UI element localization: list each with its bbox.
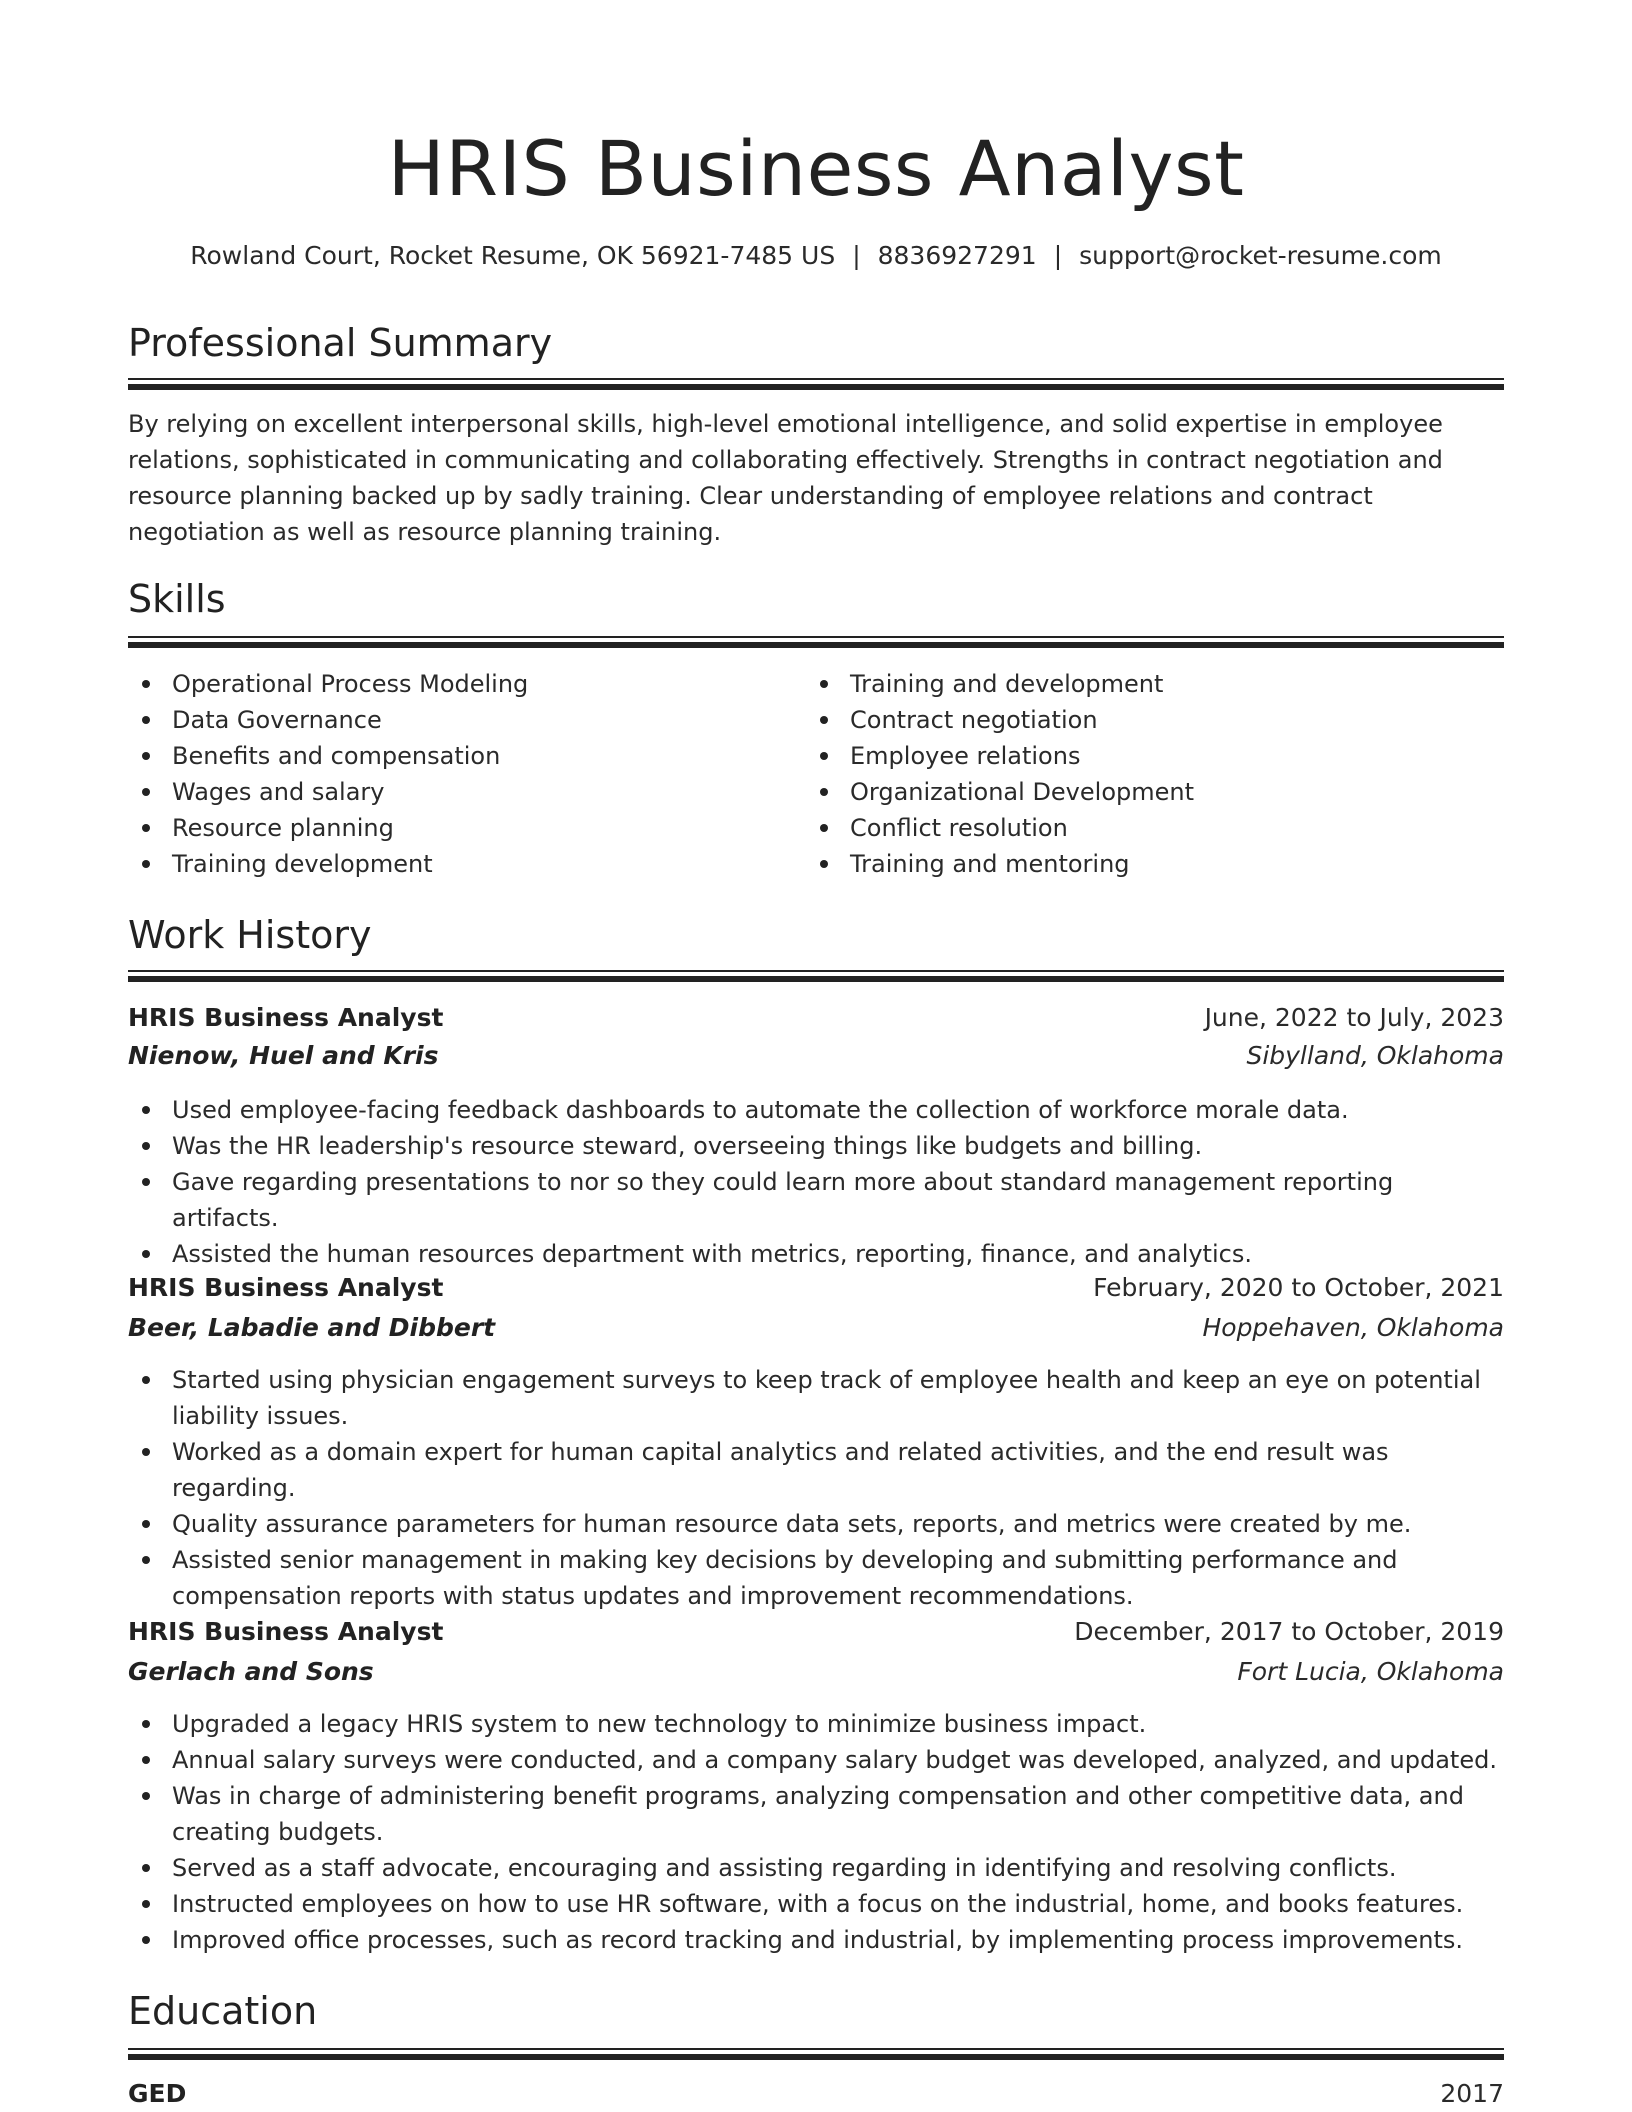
job-bullet: Annual salary surveys were conducted, and a company salary budget was developed, analyzed, and updated. xyxy=(128,1742,1504,1778)
job-bullet: Assisted senior management in making key decisions by developing and submitting performance and compensation reports with status updates and improvement recommendations. xyxy=(128,1542,1504,1614)
job-bullet: Assisted the human resources department with metrics, reporting, finance, and analytics. xyxy=(128,1236,1504,1272)
job-bullet-list xyxy=(128,1706,1504,1958)
job-company: Nienow, Huel and Kris xyxy=(128,1041,439,1070)
job-bullet: Upgraded a legacy HRIS system to new technology to minimize business impact. xyxy=(128,1706,1504,1742)
contact-line xyxy=(128,238,1504,274)
job-location: Sibylland, Oklahoma xyxy=(1246,1041,1504,1070)
skill-item: Resource planning xyxy=(128,810,806,846)
section-divider xyxy=(128,378,1504,390)
job-bullet: Was the HR leadership's resource steward, overseeing things like budgets and billing. xyxy=(128,1128,1504,1164)
job-bullet-list xyxy=(128,1092,1504,1272)
skill-item: Training development xyxy=(128,846,806,882)
resume-title: HRIS Business Analyst xyxy=(387,124,1245,213)
contact-address: Rowland Court, Rocket Resume, OK 56921-7485 US xyxy=(190,241,836,270)
skills-list-left xyxy=(128,666,806,882)
skill-item: Organizational Development xyxy=(806,774,1484,810)
job-bullet: Was in charge of administering benefit programs, analyzing compensation and other competitive data, and creating budgets. xyxy=(128,1778,1504,1850)
education-year: 2017 xyxy=(1440,2079,1504,2108)
section-heading-skills: Skills xyxy=(128,577,226,621)
job-bullet: Served as a staff advocate, encouraging and assisting regarding in identifying and resolving conflicts. xyxy=(128,1850,1504,1886)
job-bullet: Improved office processes, such as record tracking and industrial, by implementing process improvements. xyxy=(128,1922,1504,1958)
skill-item: Contract negotiation xyxy=(806,702,1484,738)
job-bullet: Gave regarding presentations to nor so they could learn more about standard management reporting artifacts. xyxy=(128,1164,1504,1236)
job-title: HRIS Business Analyst xyxy=(128,1003,444,1032)
skill-item: Training and mentoring xyxy=(806,846,1484,882)
contact-email: support@rocket-resume.com xyxy=(1079,241,1442,270)
education-degree: GED xyxy=(128,2079,187,2108)
summary-text: By relying on excellent interpersonal skills, high-level emotional intelligence, and solid expertise in employee relations, sophisticated in communicating and collaborating effectively. Strengths in contract negotiation and resource planning backed up by sadly training. Clear understanding of employee relations and contract negotiation as well as resource planning training. xyxy=(128,410,1443,546)
job-location: Hoppehaven, Oklahoma xyxy=(1202,1313,1504,1342)
section-heading-work-history: Work History xyxy=(128,913,372,957)
job-bullet: Used employee-facing feedback dashboards to automate the collection of workforce morale data. xyxy=(128,1092,1504,1128)
job-bullet-list xyxy=(128,1362,1504,1614)
job-dates: February, 2020 to October, 2021 xyxy=(1093,1273,1504,1302)
section-divider xyxy=(128,636,1504,648)
contact-phone: 8836927291 xyxy=(877,241,1037,270)
contact-separator: | xyxy=(852,241,861,270)
section-divider xyxy=(128,2048,1504,2060)
job-company: Gerlach and Sons xyxy=(128,1657,374,1686)
skill-item: Employee relations xyxy=(806,738,1484,774)
job-bullet: Quality assurance parameters for human resource data sets, reports, and metrics were created by me. xyxy=(128,1506,1504,1542)
skill-item: Benefits and compensation xyxy=(128,738,806,774)
section-heading-education: Education xyxy=(128,1989,318,2033)
skill-item: Operational Process Modeling xyxy=(128,666,806,702)
skill-item: Wages and salary xyxy=(128,774,806,810)
section-heading-summary: Professional Summary xyxy=(128,321,553,365)
job-dates: June, 2022 to July, 2023 xyxy=(1204,1003,1504,1032)
skill-item: Training and development xyxy=(806,666,1484,702)
skill-item: Conflict resolution xyxy=(806,810,1484,846)
section-divider xyxy=(128,970,1504,982)
skills-list-right xyxy=(806,666,1484,882)
job-location: Fort Lucia, Oklahoma xyxy=(1237,1657,1504,1686)
job-bullet: Worked as a domain expert for human capital analytics and related activities, and the end result was regarding. xyxy=(128,1434,1504,1506)
job-bullet: Instructed employees on how to use HR software, with a focus on the industrial, home, and books features. xyxy=(128,1886,1504,1922)
job-company: Beer, Labadie and Dibbert xyxy=(128,1313,496,1342)
job-title: HRIS Business Analyst xyxy=(128,1617,444,1646)
contact-separator: | xyxy=(1053,241,1063,270)
skill-item: Data Governance xyxy=(128,702,806,738)
job-bullet: Started using physician engagement surveys to keep track of employee health and keep an eye on potential liability issues. xyxy=(128,1362,1504,1434)
job-title: HRIS Business Analyst xyxy=(128,1273,444,1302)
job-dates: December, 2017 to October, 2019 xyxy=(1074,1617,1504,1646)
